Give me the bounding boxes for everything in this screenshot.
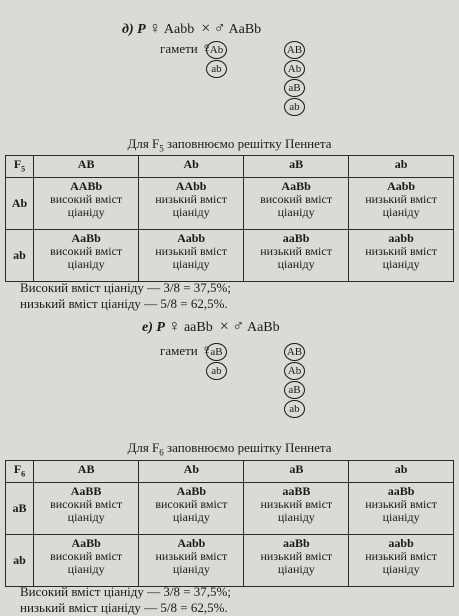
- gamete-e-female-1: aB: [206, 343, 227, 361]
- table-cell: aaBb низький вміст ціаніду: [244, 535, 349, 587]
- column-header: Ab: [139, 156, 244, 178]
- gametes-d: [160, 41, 212, 58]
- row-header: ab: [6, 535, 34, 587]
- table-cell: AaBb високий вміст ціаніду: [139, 483, 244, 535]
- row-header: ab: [6, 230, 34, 282]
- row-header: Ab: [6, 178, 34, 230]
- gametes-e-label: гамети: [160, 343, 198, 358]
- summary-f5: [20, 280, 231, 312]
- cross-d-female-genotype: Aabb: [163, 22, 195, 37]
- table-cell: AaBb високий вміст ціаніду: [34, 535, 139, 587]
- table-row: [6, 535, 454, 587]
- table-header-row: [6, 461, 454, 483]
- cross-e-male-genotype: AaBb: [246, 320, 280, 335]
- gamete-d-male-3: aB: [284, 79, 305, 97]
- gamete-d-male-2: Ab: [284, 60, 305, 78]
- cross-d: [122, 20, 261, 38]
- gamete-e-female-2: ab: [206, 362, 227, 380]
- cross-d-label: д) P: [122, 22, 146, 37]
- table-cell: AABb високий вміст ціаніду: [34, 178, 139, 230]
- cross-icon: ×: [219, 318, 229, 335]
- cross-e-label: е) P: [142, 320, 165, 335]
- table-cell: AaBB високий вміст ціаніду: [34, 483, 139, 535]
- punnett-table-f5: [5, 155, 454, 282]
- caption-f6: Для $F_6$ заповнюємо решітку Пеннета: [127, 440, 332, 458]
- female-symbol-icon: ♀: [201, 41, 213, 57]
- table-corner: $F_5$: [6, 156, 34, 178]
- gametes-e: [160, 343, 212, 360]
- table-corner: $F_6$: [6, 461, 34, 483]
- column-header: ab: [349, 461, 454, 483]
- table-row: [6, 230, 454, 282]
- table-cell: Aabb низький вміст ціаніду: [349, 178, 454, 230]
- male-symbol-icon: ♂: [213, 20, 226, 37]
- gamete-d-female-2: ab: [206, 60, 227, 78]
- column-header: aB: [243, 156, 348, 178]
- column-header: Ab: [139, 461, 244, 483]
- summary-f6-high: Високий вміст ціаніду — 3/8 = 37,5%;: [20, 584, 231, 599]
- cross-d-male-genotype: AaBb: [228, 22, 262, 37]
- gamete-d-female-1: Ab: [206, 41, 227, 59]
- punnett-table-f6: [5, 460, 454, 587]
- summary-f5-high: Високий вміст ціаніду — 3/8 = 37,5%;: [20, 280, 231, 295]
- summary-f5-low: низький вміст ціаніду — 5/8 = 62,5%.: [20, 296, 228, 311]
- gamete-d-male-1: AB: [284, 41, 305, 59]
- cross-e: [142, 318, 280, 336]
- female-symbol-icon: ♀: [168, 318, 181, 335]
- caption-f5: Для $F_5$ заповнюємо решітку Пеннета: [127, 136, 332, 154]
- cross-icon: ×: [201, 20, 211, 37]
- gamete-d-male-4: ab: [284, 98, 305, 116]
- table-cell: aaBb низький вміст ціаніду: [243, 230, 348, 282]
- table-cell: aaBb низький вміст ціаніду: [349, 483, 454, 535]
- gamete-e-male-1: AB: [284, 343, 305, 361]
- female-symbol-icon: ♀: [149, 20, 162, 37]
- table-cell: AaBb високий вміст ціаніду: [34, 230, 139, 282]
- column-header: AB: [34, 156, 139, 178]
- column-header: ab: [349, 156, 454, 178]
- gamete-e-male-4: ab: [284, 400, 305, 418]
- table-row: [6, 178, 454, 230]
- summary-f6: [20, 584, 231, 616]
- table-cell: Aabb низький вміст ціаніду: [139, 230, 244, 282]
- table-cell: aabb низький вміст ціаніду: [349, 535, 454, 587]
- cross-e-female-genotype: aaBb: [183, 320, 213, 335]
- row-header: aB: [6, 483, 34, 535]
- table-cell: Aabb низький вміст ціаніду: [139, 535, 244, 587]
- female-symbol-icon: ♀: [201, 343, 213, 359]
- gamete-e-male-3: aB: [284, 381, 305, 399]
- gamete-e-male-2: Ab: [284, 362, 305, 380]
- male-symbol-icon: ♂: [232, 318, 245, 335]
- table-row: [6, 483, 454, 535]
- summary-f6-low: низький вміст ціаніду — 5/8 = 62,5%.: [20, 600, 228, 615]
- table-cell: aabb низький вміст ціаніду: [349, 230, 454, 282]
- table-cell: AaBb високий вміст ціаніду: [243, 178, 348, 230]
- gametes-d-label: гамети: [160, 41, 198, 56]
- table-header-row: [6, 156, 454, 178]
- table-cell: AAbb низький вміст ціаніду: [139, 178, 244, 230]
- column-header: aB: [244, 461, 349, 483]
- column-header: AB: [34, 461, 139, 483]
- table-cell: aaBB низький вміст ціаніду: [244, 483, 349, 535]
